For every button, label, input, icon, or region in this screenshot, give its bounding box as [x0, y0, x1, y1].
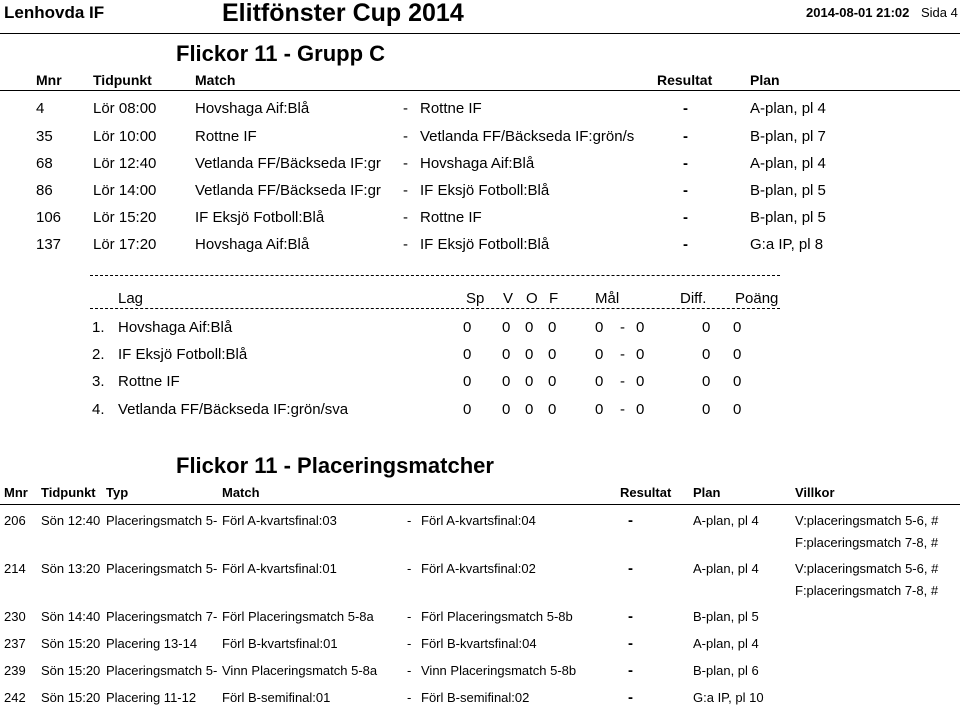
vs-separator: -: [403, 236, 408, 253]
col-mnr: Mnr: [36, 72, 62, 88]
home-team: IF Eksjö Fotboll:Blå: [195, 209, 325, 226]
draw: 0: [525, 373, 534, 390]
match-type: Placering 13-14: [106, 636, 198, 651]
goals-sep: -: [620, 373, 625, 390]
col-mnr: Mnr: [4, 485, 28, 500]
away-slot: Förl B-kvartsfinal:04: [421, 636, 537, 651]
position: 1.: [92, 319, 105, 336]
position: 4.: [92, 401, 105, 418]
match-number: 239: [4, 663, 26, 678]
match-result: -: [683, 128, 688, 145]
home-slot: Förl B-semifinal:01: [222, 690, 331, 705]
points: 0: [733, 401, 742, 418]
goals-for: 0: [595, 346, 604, 363]
lost: 0: [548, 319, 557, 336]
col-type: Typ: [106, 485, 129, 500]
col-field: Plan: [693, 485, 721, 500]
played: 0: [463, 346, 472, 363]
col-time: Tidpunkt: [93, 72, 152, 88]
goals-for: 0: [595, 319, 604, 336]
away-slot: Förl A-kvartsfinal:02: [421, 561, 536, 576]
vs-separator: -: [403, 128, 408, 145]
match-type: Placeringsmatch 5-: [106, 663, 218, 678]
home-team: Rottne IF: [195, 128, 257, 145]
home-slot: Förl A-kvartsfinal:01: [222, 561, 337, 576]
goals-sep: -: [620, 346, 625, 363]
match-type: Placeringsmatch 7-: [106, 609, 218, 624]
played: 0: [463, 373, 472, 390]
col-team: Lag: [118, 290, 144, 307]
team-name: Hovshaga Aif:Blå: [118, 319, 233, 336]
col-conditions: Villkor: [795, 485, 835, 500]
col-played: Sp: [466, 290, 485, 307]
won: 0: [502, 319, 511, 336]
placement-title: Flickor 11 - Placeringsmatcher: [176, 453, 494, 478]
draw: 0: [525, 401, 534, 418]
winner-condition: V:placeringsmatch 5-6, #: [795, 561, 939, 576]
match-number: 4: [36, 100, 45, 117]
tournament-title: Elitfönster Cup 2014: [222, 0, 464, 27]
points: 0: [733, 346, 742, 363]
match-field: A-plan, pl 4: [750, 100, 826, 117]
match-number: 137: [36, 236, 62, 253]
goals-against: 0: [636, 373, 645, 390]
goals-sep: -: [620, 401, 625, 418]
goal-diff: 0: [702, 319, 711, 336]
group-title: Flickor 11 - Grupp C: [176, 41, 386, 66]
team-name: Vetlanda FF/Bäckseda IF:grön/sva: [118, 401, 349, 418]
match-result: -: [683, 155, 688, 172]
header-divider: [0, 33, 960, 34]
match-field: A-plan, pl 4: [693, 513, 759, 528]
vs-separator: -: [407, 513, 412, 528]
match-time: Lör 08:00: [93, 100, 157, 117]
team-name: Rottne IF: [118, 373, 180, 390]
played: 0: [463, 319, 472, 336]
vs-separator: -: [407, 690, 412, 705]
home-team: Vetlanda FF/Bäckseda IF:gr: [195, 182, 381, 199]
col-points: Poäng: [735, 290, 779, 307]
goal-diff: 0: [702, 401, 711, 418]
match-field: B-plan, pl 5: [693, 609, 759, 624]
col-result: Resultat: [657, 72, 713, 88]
match-number: 214: [4, 561, 26, 576]
lost: 0: [548, 346, 557, 363]
away-team: IF Eksjö Fotboll:Blå: [420, 182, 550, 199]
match-type: Placering 11-12: [106, 690, 197, 705]
away-team: Hovshaga Aif:Blå: [420, 155, 535, 172]
winner-condition: V:placeringsmatch 5-6, #: [795, 513, 939, 528]
goal-diff: 0: [702, 346, 711, 363]
vs-separator: -: [407, 561, 412, 576]
match-field: A-plan, pl 4: [693, 636, 759, 651]
draw: 0: [525, 319, 534, 336]
match-field: G:a IP, pl 10: [693, 690, 764, 705]
match-number: 242: [4, 690, 26, 705]
position: 3.: [92, 373, 105, 390]
standings-header-rule: [90, 308, 780, 309]
col-won: V: [503, 290, 514, 307]
col-match: Match: [222, 485, 260, 500]
won: 0: [502, 373, 511, 390]
goals-for: 0: [595, 401, 604, 418]
goals-sep: -: [620, 319, 625, 336]
lost: 0: [548, 401, 557, 418]
placement-header-divider: [0, 504, 960, 505]
away-slot: Förl A-kvartsfinal:04: [421, 513, 536, 528]
match-number: 86: [36, 182, 53, 199]
match-number: 68: [36, 155, 53, 172]
match-result: -: [628, 635, 633, 652]
home-slot: Förl Placeringsmatch 5-8a: [222, 609, 374, 624]
match-field: A-plan, pl 4: [693, 561, 759, 576]
col-diff: Diff.: [680, 290, 707, 307]
col-match: Match: [195, 72, 236, 88]
match-time: Lör 10:00: [93, 128, 157, 145]
position: 2.: [92, 346, 105, 363]
match-result: -: [628, 608, 633, 625]
home-slot: Förl B-kvartsfinal:01: [222, 636, 338, 651]
match-type: Placeringsmatch 5-: [106, 561, 218, 576]
match-type: Placeringsmatch 5-: [106, 513, 218, 528]
match-time: Sön 14:40: [41, 609, 101, 624]
match-result: -: [628, 689, 633, 706]
match-field: B-plan, pl 5: [750, 209, 826, 226]
match-result: -: [628, 560, 633, 577]
match-result: -: [628, 512, 633, 529]
away-slot: Vinn Placeringsmatch 5-8b: [421, 663, 577, 678]
match-number: 106: [36, 209, 62, 226]
match-time: Sön 15:20: [41, 690, 101, 705]
match-time: Sön 13:20: [41, 561, 101, 576]
match-field: A-plan, pl 4: [750, 155, 826, 172]
vs-separator: -: [403, 209, 408, 226]
match-number: 206: [4, 513, 26, 528]
loser-condition: F:placeringsmatch 7-8, #: [795, 583, 939, 598]
home-team: Hovshaga Aif:Blå: [195, 100, 310, 117]
match-time: Sön 15:20: [41, 636, 101, 651]
col-time: Tidpunkt: [41, 485, 96, 500]
goals-for: 0: [595, 373, 604, 390]
match-field: B-plan, pl 7: [750, 128, 826, 145]
match-result: -: [683, 182, 688, 199]
vs-separator: -: [407, 663, 412, 678]
vs-separator: -: [403, 155, 408, 172]
match-time: Lör 12:40: [93, 155, 157, 172]
won: 0: [502, 401, 511, 418]
match-result: -: [683, 100, 688, 117]
away-slot: Förl Placeringsmatch 5-8b: [421, 609, 573, 624]
home-slot: Vinn Placeringsmatch 5-8a: [222, 663, 378, 678]
match-number: 237: [4, 636, 26, 651]
away-slot: Förl B-semifinal:02: [421, 690, 530, 705]
match-time: Sön 12:40: [41, 513, 101, 528]
away-team: IF Eksjö Fotboll:Blå: [420, 236, 550, 253]
away-team: Rottne IF: [420, 209, 482, 226]
match-field: B-plan, pl 6: [693, 663, 759, 678]
vs-separator: -: [407, 609, 412, 624]
goals-against: 0: [636, 319, 645, 336]
standings-top-rule: [90, 275, 780, 276]
match-time: Lör 14:00: [93, 182, 157, 199]
won: 0: [502, 346, 511, 363]
home-slot: Förl A-kvartsfinal:03: [222, 513, 337, 528]
lost: 0: [548, 373, 557, 390]
match-result: -: [683, 236, 688, 253]
match-time: Sön 15:20: [41, 663, 101, 678]
match-field: B-plan, pl 5: [750, 182, 826, 199]
away-team: Rottne IF: [420, 100, 482, 117]
points: 0: [733, 319, 742, 336]
loser-condition: F:placeringsmatch 7-8, #: [795, 535, 939, 550]
home-team: Vetlanda FF/Bäckseda IF:gr: [195, 155, 381, 172]
match-number: 230: [4, 609, 26, 624]
col-lost: F: [549, 290, 559, 307]
team-name: IF Eksjö Fotboll:Blå: [118, 346, 248, 363]
match-result: -: [683, 209, 688, 226]
played: 0: [463, 401, 472, 418]
col-result: Resultat: [620, 485, 672, 500]
goal-diff: 0: [702, 373, 711, 390]
col-field: Plan: [750, 72, 780, 88]
print-timestamp: 2014-08-01 21:02: [806, 5, 910, 20]
draw: 0: [525, 346, 534, 363]
col-goals: Mål: [595, 290, 620, 307]
match-field: G:a IP, pl 8: [750, 236, 824, 253]
match-time: Lör 15:20: [93, 209, 157, 226]
vs-separator: -: [403, 182, 408, 199]
match-number: 35: [36, 128, 53, 145]
away-team: Vetlanda FF/Bäckseda IF:grön/s: [420, 128, 635, 145]
page-number: Sida 4: [921, 5, 958, 20]
match-result: -: [628, 662, 633, 679]
match-time: Lör 17:20: [93, 236, 157, 253]
vs-separator: -: [407, 636, 412, 651]
col-draw: O: [526, 290, 538, 307]
home-team: Hovshaga Aif:Blå: [195, 236, 310, 253]
goals-against: 0: [636, 346, 645, 363]
goals-against: 0: [636, 401, 645, 418]
organizer-name: Lenhovda IF: [4, 3, 105, 22]
schedule-header-divider: [0, 90, 960, 91]
points: 0: [733, 373, 742, 390]
vs-separator: -: [403, 100, 408, 117]
